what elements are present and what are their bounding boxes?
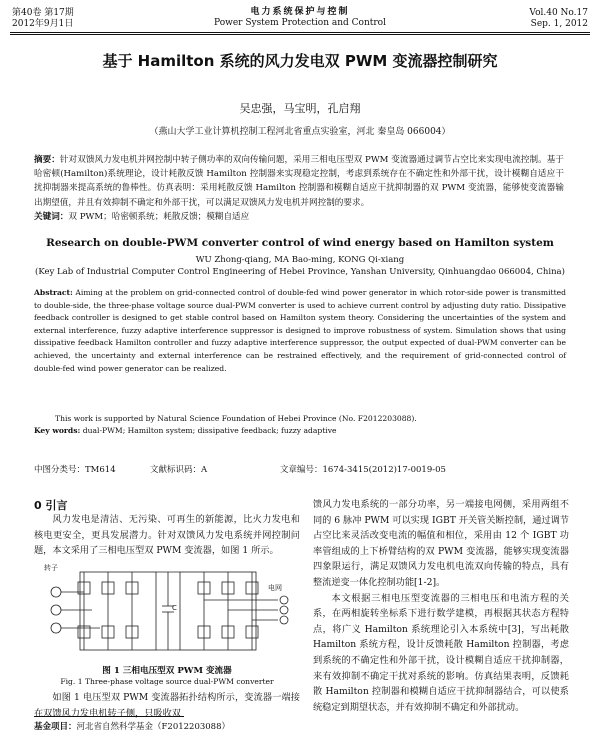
clc-label: 中图分类号： [34, 465, 86, 475]
funding-note-en: This work is supported by Natural Science Foundation of Hebei Province (No. F2012203088). [55, 414, 417, 423]
abstract-cn [34, 153, 564, 224]
paragraph: 馈风力发电系统的一部分功率，另一端接电网侧，采用两组不同的 6 脉冲 PWM 可以实现 IGBT 开关管关断控制，通过调节占空比来灵活改变电流的幅值和相位，采用由 12 个 IGBT 功率管组成的上下桥臂结构的双 PWM 变流器，能够实现变流器四象限运行，满足双馈风力发电机电流双向传输的特点，具有整流逆变一体化控制功能[1-2]。 [313, 499, 569, 588]
figure-label-grid: 电网 [268, 584, 282, 592]
abstract-cn-label: 摘要： [34, 155, 60, 165]
paper-title-en: Research on double-PWM converter control of wind energy based on Hamilton system [46, 237, 554, 249]
running-header-center [175, 7, 425, 29]
volume-issue-en: Vol.40 No.17 [529, 8, 588, 18]
keywords-en-block [34, 425, 564, 437]
grid-source-b [280, 606, 288, 614]
date-cn: 2012年9月1日 [12, 19, 74, 29]
abstract-en-text: Aiming at the problem on grid-connected control of double-fed wind power generator in which rotor-side power is transmitted to double-side, the three-phase voltage source dual-PWM converter is used to achieve current control by adjusting duty ratio. Dissipative feedback controller is designed to get stable control based on Hamilton system theory. Considering the uncertainties of the system and external interference, fuzzy adaptive interference suppressor is designed to improve robustness of system. Simulation shows that using dissipative feedback Hamilton controller and fuzzy adaptive interference suppressor, the output expected of dual-PWM converter can be achieved, the uncertainty and external interference can be restrained effectively, and the requirement of grid-connected control of double-fed wind power generator can be realized. [34, 288, 566, 373]
journal-name-en: Power System Protection and Control [214, 18, 386, 28]
grid-source-a [280, 596, 288, 604]
figure-1-caption-cn: 图 1 三相电压型双 PWM 变流器 [102, 666, 232, 676]
article-no-value: 1674-3415(2012)17-0019-05 [322, 465, 446, 475]
footnote-rule [34, 716, 184, 717]
document-code [150, 463, 207, 475]
header-rule-2 [10, 34, 590, 35]
grid-source-c [280, 616, 288, 624]
paragraph: 本文根据三相电压型变流器的三相电压和电流方程的关系，在两相旋转坐标系下进行数学建模，再根据其状态方程特点，将广义 Hamilton 系统理论引入本系统中[3]，写出耗散 Hamilton 系统方程，设计反馈耗散 Hamilton 控制器，考虑到系统的不确定性和外部干扰，设计模糊自适应干扰抑制器，来有效抑制不确定干扰对系统的影响。仿真结果表明，反馈耗散 Hamilton 控制器和模糊自适应干扰抑制器结合，可以使系统稳定到期望状态，并有效抑制不确定和外部扰动。 [313, 592, 569, 713]
figure-1-caption-en: Fig. 1 Three-phase voltage source dual-PWM converter [60, 677, 274, 686]
footnote-text: 河北省自然科学基金（F2012203088） [76, 722, 230, 732]
article-no-label: 文章编号： [280, 465, 323, 475]
right-column [313, 497, 569, 715]
section-heading-introduction: 0 引言 [34, 499, 68, 512]
doc-code-label: 文献标识码： [150, 465, 202, 475]
keywords-cn: 双 PWM；哈密顿系统；耗散反馈；模糊自适应 [68, 211, 250, 222]
journal-name-cn: 电力系统保护与控制 [250, 7, 350, 17]
affiliation-cn: （燕山大学工业计算机控制工程河北省重点实验室，河北 秦皇岛 066004） [149, 127, 451, 137]
abstract-en-label: Abstract: [34, 288, 73, 297]
article-number [280, 463, 446, 475]
keywords-en-label: Key words: [34, 426, 81, 435]
running-header-left [12, 8, 74, 30]
clc-value: TM614 [85, 465, 116, 475]
date-en: Sep. 1, 2012 [530, 19, 588, 29]
keywords-en: dual-PWM; Hamilton system; dissipative feedback; fuzzy adaptive [82, 426, 337, 435]
volume-issue-cn: 第40卷 第17期 [12, 8, 74, 18]
keywords-cn-label: 关键词： [34, 211, 69, 222]
footnote-funding [34, 720, 230, 732]
footnote-label: 基金项目： [34, 722, 77, 732]
doc-code-value: A [201, 465, 208, 475]
paragraph: 风力发电是清洁、无污染、可再生的新能源，比火力发电和核电更安全，更具发展潜力。针对双馈风力发电系统并网控制问题，本文采用了三相电压型双 PWM 变流器，如图 1 所示。 [34, 514, 300, 557]
header-rule [10, 32, 590, 33]
paper-title-cn: 基于 Hamilton 系统的风力发电双 PWM 变流器控制研究 [102, 52, 498, 70]
abstract-en [34, 287, 566, 375]
figure-label-rotor: 转子 [44, 564, 58, 572]
authors-en: WU Zhong-qiang, MA Bao-ming, KONG Qi-xiang [195, 255, 405, 265]
figure-label-capacitor: C [172, 604, 177, 612]
running-header-right [529, 8, 588, 30]
abstract-cn-text: 针对双馈风力发电机并网控制中转子侧功率的双向传输问题，采用三相电压型双 PWM 变流器通过调节占空比来实现电流控制。基于哈密顿(Hamilton)系统理论，设计耗散反馈 Hamilton 控制器来实现稳定控制，考虑到系统存在不确定性和外部干扰，设计模糊自适应干扰抑制器来提高系统的鲁棒性。仿真表明：采用耗散反馈 Hamilton 控制器和模糊自适应干扰抑制器的双 PWM 变流器，能够使变流器输出期望值，并且有效抑制不确定和外部干扰，可以满足双馈风力发电机并网控制的要求。 [34, 155, 564, 208]
authors-cn: 吴忠强，马宝明，孔启翔 [239, 102, 361, 115]
rotor-source-c [51, 623, 61, 633]
paragraph: 如图 1 电压型双 PWM 变流器拓扑结构所示，变流器一端接在双馈风力发电机转子侧，只吸收双 [34, 692, 300, 719]
left-column-intro [34, 512, 300, 559]
affiliation-en: (Key Lab of Industrial Computer Control Engineering of Hebei Province, Yanshan University, Qinhuangdao 066004, China) [35, 267, 565, 277]
rotor-source-a [51, 587, 61, 597]
clc-number [34, 463, 116, 475]
figure-1-circuit-diagram [42, 560, 294, 664]
rotor-source-b [51, 605, 61, 615]
